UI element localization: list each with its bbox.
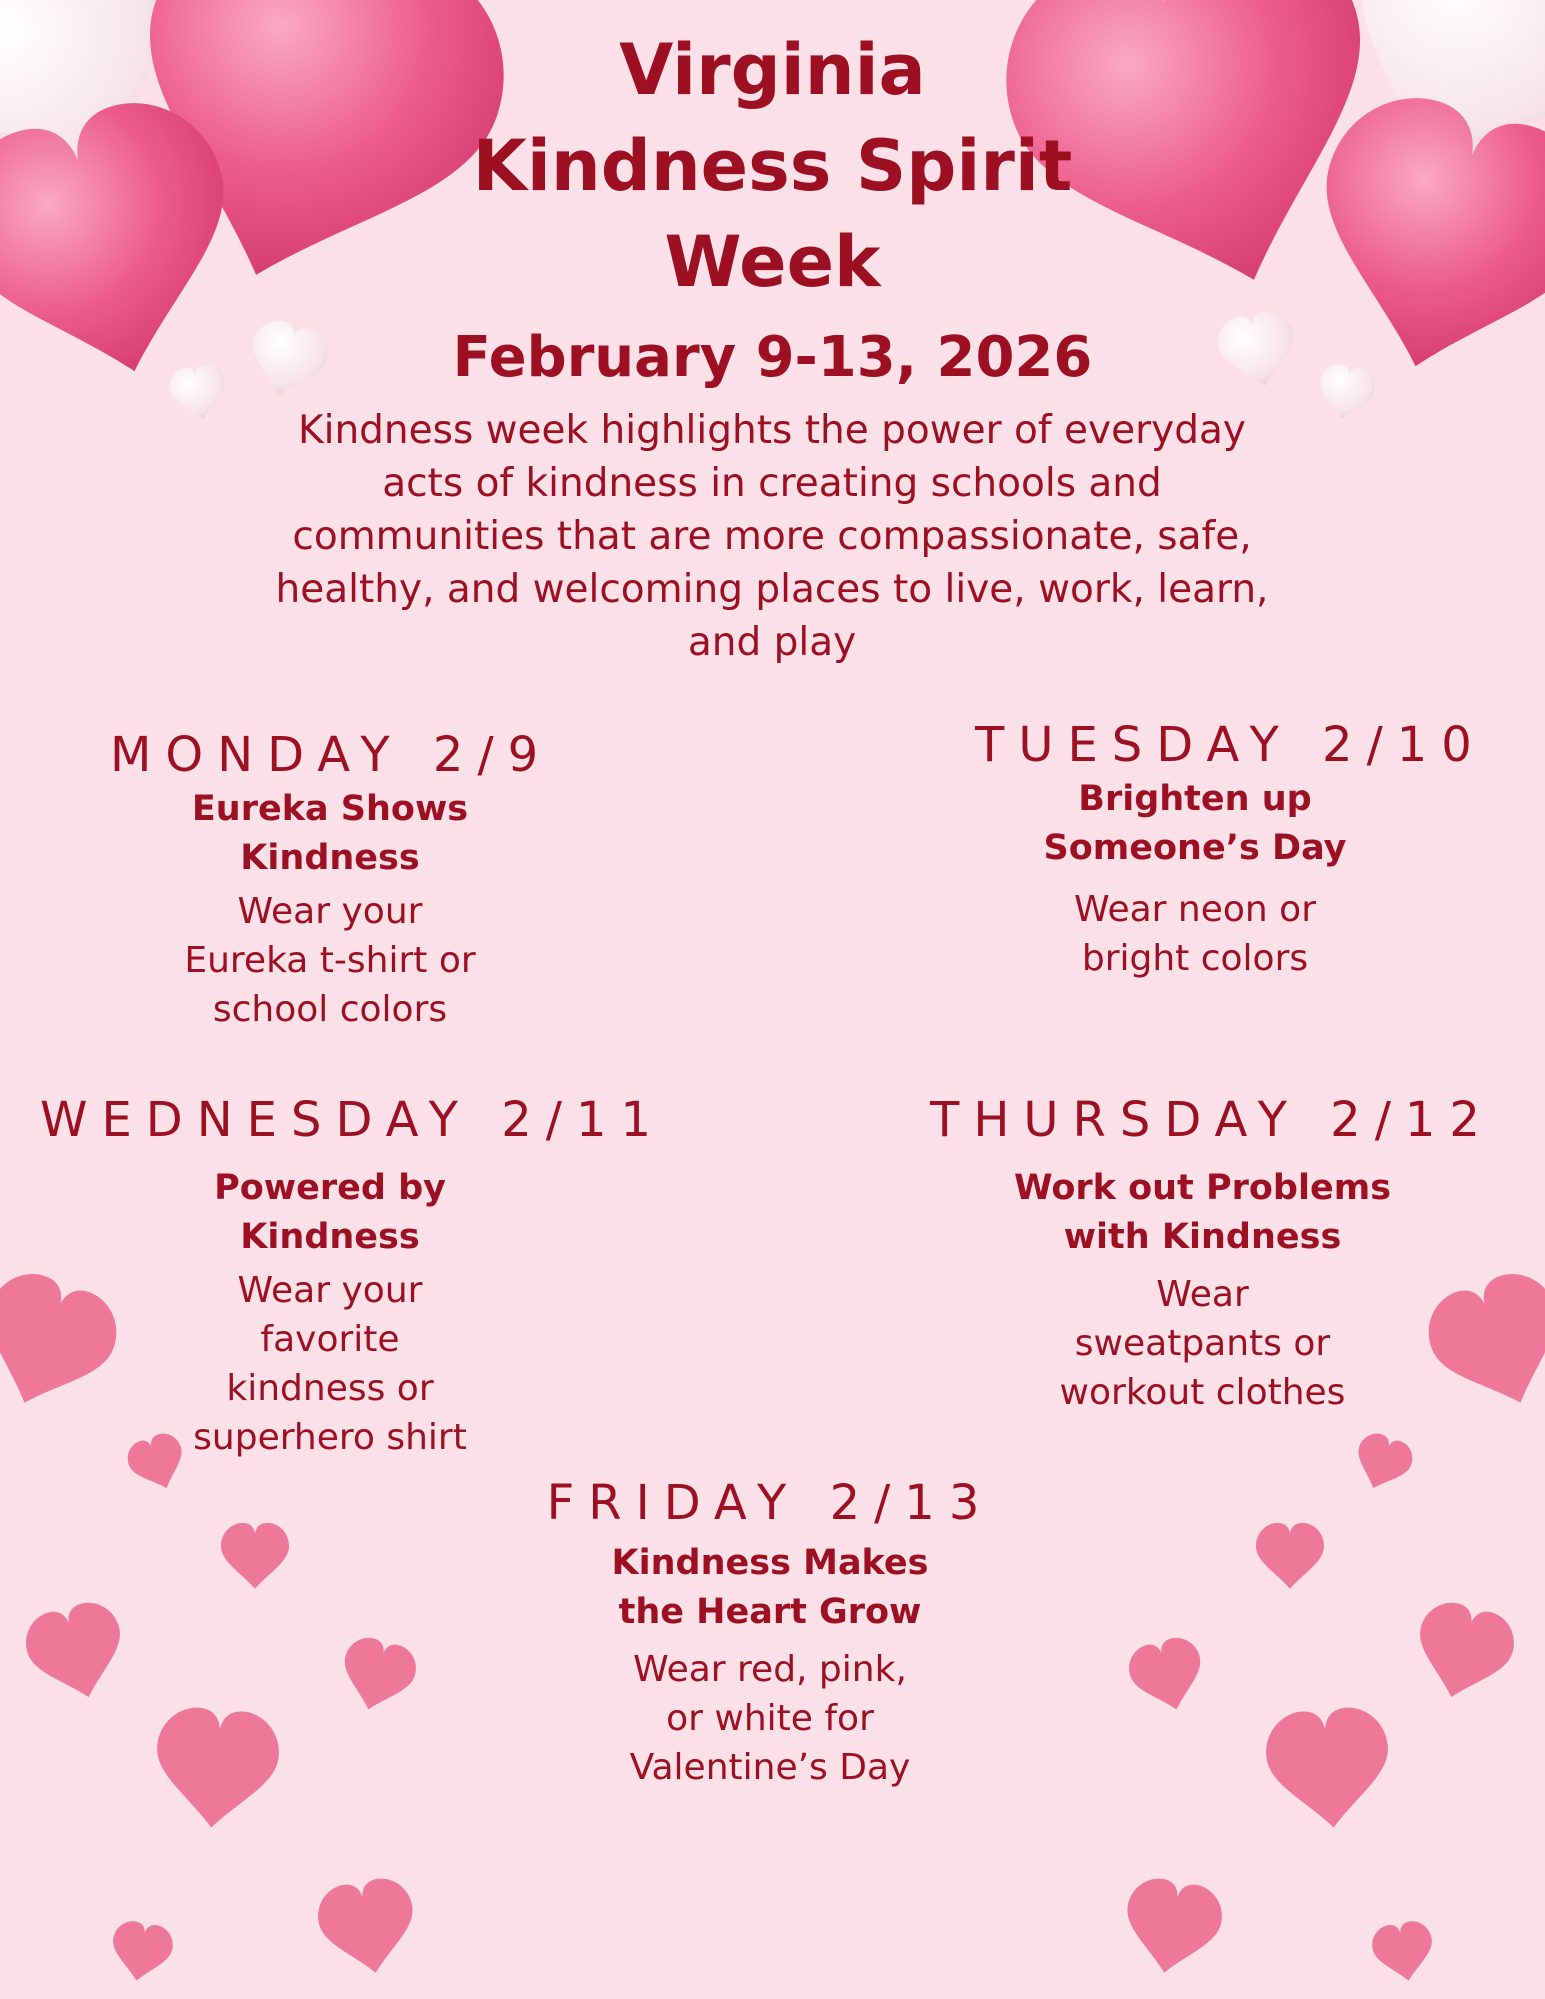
day-attire [930, 1270, 1475, 1417]
attire-line: kindness or [226, 1368, 434, 1409]
day-heading: THURSDAY 2/12 [930, 1092, 1494, 1148]
day-tuesday [975, 715, 1486, 983]
attire-line: Wear [1156, 1274, 1249, 1315]
theme-line: Work out Problems [1013, 1168, 1392, 1208]
event-dates: February 9-13, 2026 [452, 325, 1093, 390]
heart-icon [107, 1918, 176, 1986]
heart-icon [334, 1633, 422, 1719]
day-theme [110, 785, 550, 883]
day-attire [40, 1266, 620, 1462]
intro-line: acts of kindness in creating schools and [382, 461, 1162, 506]
heart-icon [221, 1523, 289, 1589]
day-friday [530, 1473, 1010, 1792]
attire-line: Wear your [237, 891, 423, 932]
attire-line: favorite [260, 1319, 400, 1360]
heart-icon [1117, 1874, 1227, 1981]
attire-line: sweatpants or [1074, 1323, 1331, 1364]
heart-icon [1348, 1429, 1418, 1498]
heart-icon [313, 1874, 423, 1981]
day-attire [110, 887, 550, 1034]
theme-line: with Kindness [1063, 1217, 1342, 1257]
intro-line: Kindness week highlights the power of everyday [298, 408, 1246, 453]
theme-line: Eureka Shows [191, 789, 469, 829]
attire-line: or white for [666, 1698, 874, 1739]
theme-line: Powered by [214, 1168, 446, 1208]
theme-line: Kindness [240, 1217, 420, 1257]
theme-line: Kindness [240, 838, 420, 878]
theme-line: Brighten up [1078, 779, 1312, 819]
attire-line: Valentine’s Day [629, 1747, 911, 1788]
heart-icon [151, 1704, 283, 1833]
intro-line: and play [687, 620, 857, 665]
day-attire [975, 885, 1415, 983]
day-heading: MONDAY 2/9 [110, 727, 553, 783]
intro-line: healthy, and welcoming places to live, work, learn, [275, 567, 1269, 612]
intro-paragraph [232, 404, 1312, 669]
day-theme [40, 1164, 620, 1262]
heart-icon [1256, 1523, 1324, 1589]
heart-icon [1263, 1704, 1395, 1833]
attire-line: bright colors [1081, 938, 1309, 979]
attire-line: Wear neon or [1073, 889, 1316, 930]
title-line: Virginia [619, 29, 926, 111]
attire-line: workout clothes [1059, 1372, 1346, 1413]
theme-line: the Heart Grow [618, 1592, 922, 1632]
day-monday [110, 725, 553, 1034]
heart-icon [1124, 1633, 1212, 1719]
day-attire [530, 1645, 1010, 1792]
page-title [0, 22, 1545, 310]
title-line: Kindness Spirit [472, 125, 1073, 207]
attire-line: superhero shirt [193, 1417, 467, 1458]
day-heading: TUESDAY 2/10 [975, 717, 1486, 773]
day-heading: WEDNESDAY 2/11 [40, 1092, 666, 1148]
day-theme [930, 1164, 1475, 1262]
day-thursday [930, 1090, 1494, 1417]
day-heading: FRIDAY 2/13 [546, 1475, 994, 1531]
attire-line: school colors [212, 989, 448, 1030]
day-wednesday [40, 1090, 666, 1462]
day-theme [530, 1539, 1010, 1637]
day-theme [975, 775, 1415, 873]
intro-line: communities that are more compassionate, safe, [292, 514, 1252, 559]
heart-icon [1406, 1596, 1522, 1710]
heart-icon [19, 1596, 135, 1710]
theme-line: Kindness Makes [611, 1543, 929, 1583]
title-line: Week [664, 221, 881, 303]
theme-line: Someone’s Day [1043, 828, 1347, 868]
heart-icon [1369, 1918, 1438, 1986]
attire-line: Eureka t-shirt or [184, 940, 476, 981]
attire-line: Wear red, pink, [633, 1649, 907, 1690]
attire-line: Wear your [237, 1270, 423, 1311]
